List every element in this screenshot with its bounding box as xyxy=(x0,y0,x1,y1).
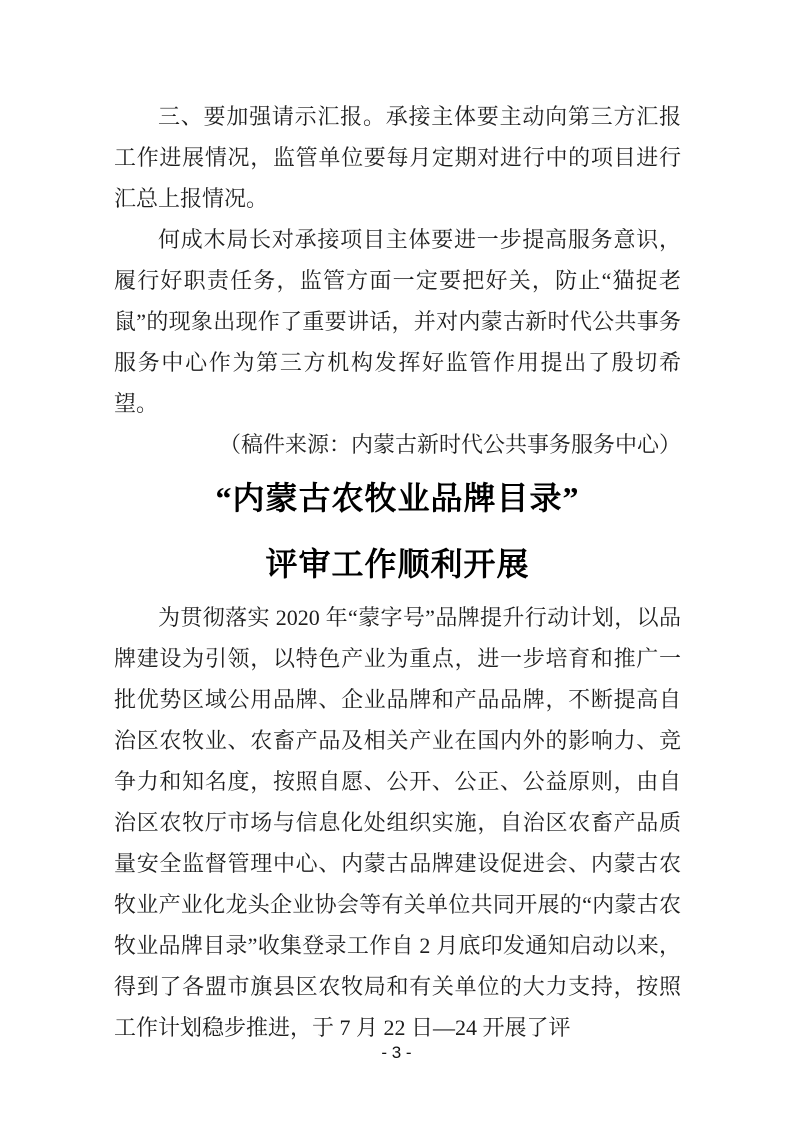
article-title-line-2: 评审工作顺利开展 xyxy=(265,546,530,582)
source-attribution: （稿件来源：内蒙古新时代公共事务服务中心） xyxy=(218,432,681,457)
paragraph-article-body: 为贯彻落实 2020 年“蒙字号”品牌提升行动计划，以品牌建设为引领，以特色产业为重点，进一步培育和推广一批优势区域公用品牌、企业品牌和产品品牌，不断提高自治区农牧业、农畜产品及相关产业在国内外的影响力、竞争力和知名度，按照自愿、公开、公正、公益原则，由自治区农牧厅市场与信息化处组织实施，自治区农畜产品质量安全监督管理中心、内蒙古品牌建设促进会、内蒙古农牧业产业化龙头企业协会等有关单位共同开展的“内蒙古农牧业品牌目录”收集登录工作自 2 月底印发通知启动以来，得到了各盟市旗县区农牧局和有关单位的大力支持，按照工作计划稳步推进，于 7 月 22 日—24 开展了评 xyxy=(114,605,681,1040)
page-number: - 3 - xyxy=(381,1043,412,1062)
paragraph-director-speech: 何成木局长对承接项目主体要进一步提高服务意识，履行好职责任务，监管方面一定要把好关，防止“猫捉老鼠”的现象出现作了重要讲话，并对内蒙古新时代公共事务服务中心作为第三方机构发挥好监管作用提出了殷切希望。 xyxy=(114,227,681,416)
article-title-line-1: “内蒙古农牧业品牌目录” xyxy=(215,480,580,516)
paragraph-report-requirement: 三、要加强请示汇报。承接主体要主动向第三方汇报工作进展情况，监管单位要每月定期对进行中的项目进行汇总上报情况。 xyxy=(114,104,681,211)
document-content xyxy=(114,96,681,1048)
